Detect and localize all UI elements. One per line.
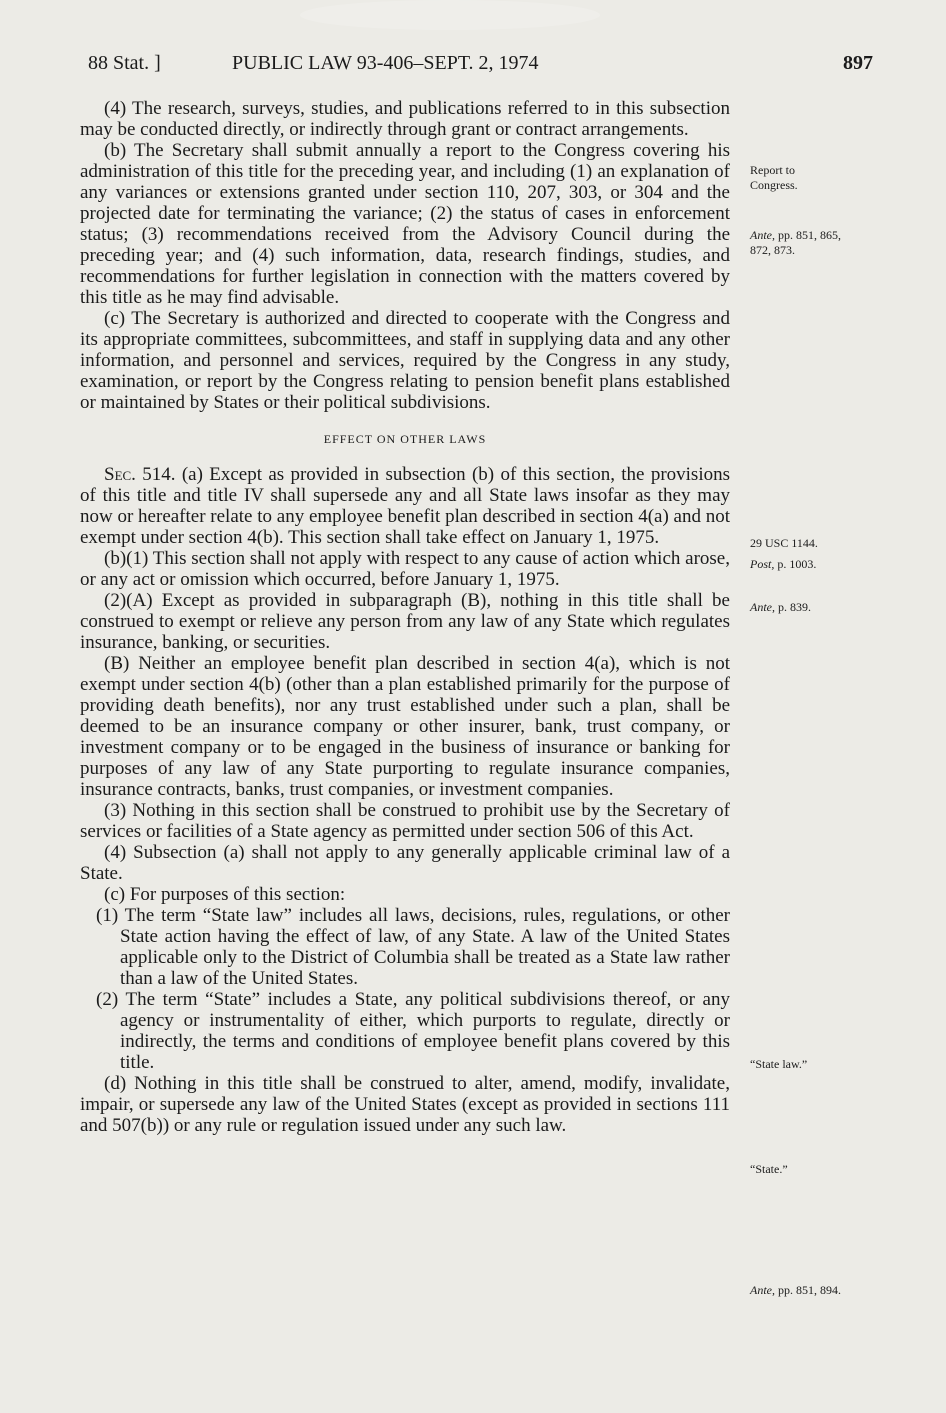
section-514-a: [80, 464, 730, 548]
running-title: PUBLIC LAW 93-406–SEPT. 2, 1974: [232, 52, 539, 74]
page-number: 897: [843, 52, 873, 74]
margin-note-state: “State.”: [750, 1162, 788, 1176]
margin-note-ante-2: [750, 600, 860, 615]
section-514-b4: (4) Subsection (a) shall not apply to any generally applicable criminal law of a State.: [80, 842, 730, 884]
margin-note-ante-2-pages: p. 839.: [775, 600, 811, 614]
section-514-c1: (1) The term “State law” includes all laws, decisions, rules, regulations, or other State action having the effect of law, of any State. A law of the United States applicable only to the District of Columbia shall be treated as a State law rather than a law of the United States.: [96, 905, 730, 989]
section-514-b2b: (B) Neither an employee benefit plan described in section 4(a), which is not exempt under section 4(b) (other than a plan established primarily for the purpose of providing death benefits), nor any trust established under such a plan, shall be deemed to be an insurance company or other insurer, bank, trust company, or investment company or to be engaged in the business of insurance or banking for purposes of any law of any State purporting to regulate insurance companies, insurance contracts, banks, trust companies, or investment companies.: [80, 653, 730, 800]
section-514-a-text: (a) Except as provided in subsection (b) of this section, the provisions of this title and title IV shall supersede any and all State laws insofar as they may now or hereafter relate to any employee benefit plan described in section 4(a) and not exempt under section 4(b). This section shall take effect on January 1, 1975.: [80, 464, 730, 548]
scan-smudge: [300, 0, 600, 30]
margin-note-ante-3-pages: pp. 851, 894.: [775, 1283, 841, 1297]
section-heading: EFFECT ON OTHER LAWS: [323, 432, 487, 446]
paragraph-a4: (4) The research, surveys, studies, and publications referred to in this subsection may be conducted directly, or indirectly through grant or contract arrangements.: [80, 98, 730, 140]
section-label: Sec. 514.: [104, 464, 176, 485]
body-text: [80, 98, 730, 1136]
margin-note-post: [750, 557, 860, 572]
margin-note-ante-1-label: Ante,: [750, 228, 775, 242]
margin-note-report: Report to Congress.: [750, 163, 798, 192]
section-514-c2: (2) The term “State” includes a State, any political subdivisions thereof, or any agency or instrumentality of either, which purports to regulate, directly or indirectly, the terms and conditions of employee benefit plans covered by this title.: [96, 989, 730, 1073]
section-514-b1: (b)(1) This section shall not apply with respect to any cause of action which arose, or any act or omission which occurred, before January 1, 1975.: [80, 548, 730, 590]
paragraph-c: (c) The Secretary is authorized and directed to cooperate with the Congress and its appropriate committees, subcommittees, and staff in supplying data and any other information, and personnel and services, required by the Congress in any study, examination, or report by the Congress relating to pension benefit plans established or maintained by States or their political subdivisions.: [80, 308, 730, 413]
section-514-b3: (3) Nothing in this section shall be construed to prohibit use by the Secretary of services or facilities of a State agency as permitted under section 506 of this Act.: [80, 800, 730, 842]
margin-note-post-pages: p. 1003.: [774, 557, 817, 571]
statute-citation: 88 Stat. ]: [88, 52, 161, 74]
margin-note-ante-2-label: Ante,: [750, 600, 775, 614]
margin-note-ante-1-pages: pp. 851, 865, 872, 873.: [750, 228, 841, 257]
section-514-d: (d) Nothing in this title shall be construed to alter, amend, modify, invalidate, impair, or supersede any law of the United States (except as provided in sections 111 and 507(b)) or any rule or regulation issued under any such law.: [80, 1073, 730, 1136]
margin-note-ante-3: [750, 1283, 860, 1298]
section-514-b2a: (2)(A) Except as provided in subparagraph (B), nothing in this title shall be construed to exempt or relieve any person from any law of any State which regulates insurance, banking, or securities.: [80, 590, 730, 653]
section-514-c: (c) For purposes of this section:: [104, 884, 346, 905]
margin-note-state-law: “State law.”: [750, 1057, 808, 1071]
margin-note-usc: 29 USC 1144.: [750, 536, 818, 550]
margin-note-post-label: Post,: [750, 557, 775, 571]
margin-note-ante-3-label: Ante,: [750, 1283, 775, 1297]
margin-note-ante-1: [750, 228, 860, 258]
paragraph-b: (b) The Secretary shall submit annually a report to the Congress covering his administration of this title for the preceding year, and including (1) an explanation of any variances or extensions granted under section 110, 207, 303, or 304 and the projected date for terminating the variance; (2) the status of cases in enforcement status; (3) recommendations received from the Advisory Council during the preceding year; and (4) such information, data, research findings, studies, and recommendations for further legislation in connection with the matters covered by this title as he may find advisable.: [80, 140, 730, 308]
